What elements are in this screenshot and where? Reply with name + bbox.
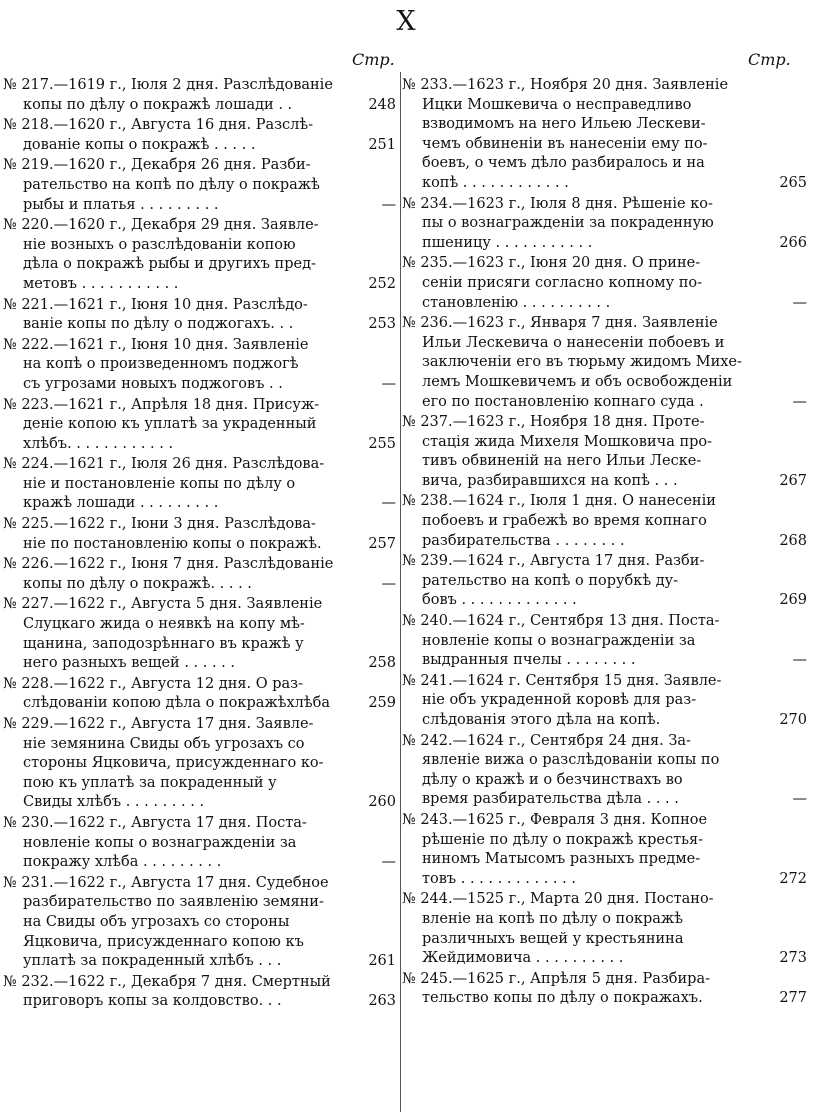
toc-entry-line: Свиды хлѣбъ . . . . . . . . . bbox=[23, 794, 205, 811]
toc-entry-line: № 231.—1622 г., Августа 17 дня. Судебное bbox=[3, 874, 329, 891]
toc-entry-page: — bbox=[378, 196, 397, 216]
left-column bbox=[3, 76, 396, 1013]
toc-entry-page: 272 bbox=[775, 870, 807, 890]
toc-entry-line: ниномъ Матысомъ разныхъ предме- bbox=[422, 851, 701, 868]
toc-entry-line: копы по дѣлу о покражѣ лошади . . bbox=[23, 96, 293, 113]
toc-entry bbox=[402, 195, 807, 254]
toc-entry-page: — bbox=[378, 853, 397, 873]
column-header-right: Стр. bbox=[748, 50, 791, 69]
toc-entry bbox=[402, 672, 807, 731]
toc-entry-line: взводимомъ на него Ильею Лескеви- bbox=[422, 116, 706, 133]
toc-entry-page: 273 bbox=[775, 949, 807, 969]
toc-entry-line: № 233.—1623 г., Ноября 20 дня. Заявленіе bbox=[402, 77, 729, 93]
toc-entry-line: № 220.—1620 г., Декабря 29 дня. Заявле- bbox=[3, 217, 319, 234]
toc-entry-line: вленіе на копѣ по дѣлу о покражѣ bbox=[422, 910, 684, 927]
toc-entry bbox=[3, 595, 396, 673]
toc-entry-line: № 224.—1621 г., Іюля 26 дня. Разслѣдова- bbox=[3, 456, 325, 473]
toc-entry-line: № 239.—1624 г., Августа 17 дня. Разби- bbox=[402, 553, 705, 570]
toc-entry bbox=[3, 296, 396, 335]
toc-entry-page: 248 bbox=[364, 96, 396, 116]
toc-entry-line: ніе земянина Свиды объ угрозахъ со bbox=[23, 735, 305, 752]
toc-entry bbox=[3, 116, 396, 155]
toc-entry-line: рательство на копѣ по дѣлу о покражѣ bbox=[23, 176, 320, 193]
toc-entry-line: № 232.—1622 г., Декабря 7 дня. Смертный bbox=[3, 973, 331, 990]
toc-entry-line: № 244.—1525 г., Марта 20 дня. Постано- bbox=[402, 891, 714, 908]
toc-entry-line: № 235.—1623 г., Іюня 20 дня. О прине- bbox=[402, 255, 701, 272]
toc-entry-line: № 225.—1622 г., Іюни 3 дня. Разслѣдова- bbox=[3, 516, 316, 533]
toc-entry-line: ваніе копы по дѣлу о поджогахъ. . . bbox=[23, 316, 294, 333]
toc-entry bbox=[3, 874, 396, 972]
column-header-left: Стр. bbox=[352, 50, 395, 69]
toc-entry-line: рательство на копѣ о порубкѣ ду- bbox=[422, 572, 679, 589]
right-column bbox=[402, 76, 807, 1010]
toc-entry-page: 266 bbox=[775, 234, 807, 254]
toc-entry-page: — bbox=[789, 294, 808, 314]
toc-entry bbox=[3, 216, 396, 294]
toc-entry-line: Ильи Лескевича о нанесеніи побоевъ и bbox=[422, 334, 725, 351]
toc-entry-line: № 245.—1625 г., Апрѣля 5 дня. Разбира- bbox=[402, 970, 711, 987]
toc-entry-line: ніе и постановленіе копы по дѣлу о bbox=[23, 475, 296, 492]
toc-entry-page: — bbox=[789, 393, 808, 413]
toc-entry-page: 258 bbox=[364, 654, 396, 674]
toc-entry-line: № 217.—1619 г., Іюля 2 дня. Разслѣдованіе bbox=[3, 77, 333, 93]
toc-entry-line: копѣ . . . . . . . . . . . . bbox=[422, 174, 569, 191]
toc-entry-line: метовъ . . . . . . . . . . . bbox=[23, 275, 179, 292]
toc-entry-line: № 227.—1622 г., Августа 5 дня. Заявленіе bbox=[3, 596, 323, 613]
toc-entry-line: № 222.—1621 г., Іюня 10 дня. Заявленіе bbox=[3, 336, 309, 353]
toc-entry-line: № 242.—1624 г., Сентября 24 дня. За- bbox=[402, 732, 691, 749]
toc-entry bbox=[402, 811, 807, 889]
page-number: X bbox=[396, 6, 417, 37]
toc-entry-line: № 241.—1624 г. Сентября 15 дня. Заявле- bbox=[402, 672, 722, 689]
toc-entry-line: выдранныя пчелы . . . . . . . . bbox=[422, 652, 636, 669]
toc-entry-line: № 243.—1625 г., Февраля 3 дня. Копное bbox=[402, 811, 708, 828]
toc-entry-page: — bbox=[789, 651, 808, 671]
toc-entry-page: 268 bbox=[775, 532, 807, 552]
toc-entry bbox=[3, 814, 396, 873]
toc-entry-line: бовъ . . . . . . . . . . . . . bbox=[422, 592, 577, 609]
toc-entry-line: дѣла о покражѣ рыбы и другихъ пред- bbox=[23, 256, 316, 273]
toc-entry-page: 252 bbox=[364, 275, 396, 295]
toc-entry-page: 251 bbox=[364, 136, 396, 156]
toc-entry bbox=[402, 413, 807, 491]
toc-entry-line: Жейдимовича . . . . . . . . . . bbox=[422, 950, 624, 967]
toc-entry bbox=[402, 492, 807, 551]
toc-entry bbox=[402, 314, 807, 412]
toc-entry-page: — bbox=[378, 375, 397, 395]
toc-entry-line: № 234.—1623 г., Іюля 8 дня. Рѣшеніе ко- bbox=[402, 195, 713, 212]
toc-entry-line: № 229.—1622 г., Августа 17 дня. Заявле- bbox=[3, 716, 314, 732]
toc-entry bbox=[3, 675, 396, 714]
toc-entry-line: чемъ обвиненіи въ нанесеніи ему по- bbox=[422, 135, 708, 152]
toc-entry-line: рѣшеніе по дѣлу о покражѣ крестья- bbox=[422, 831, 704, 848]
toc-entry bbox=[3, 555, 396, 594]
toc-entry-line: приговоръ копы за колдовство. . . bbox=[23, 993, 282, 1010]
toc-entry-line: Яцковича, присужденнаго копою къ bbox=[23, 933, 304, 950]
toc-entry-line: № 237.—1623 г., Ноября 18 дня. Проте- bbox=[402, 414, 705, 431]
toc-entry-page: 263 bbox=[364, 992, 396, 1012]
toc-entry-line: № 218.—1620 г., Августа 16 дня. Разслѣ- bbox=[3, 117, 314, 134]
toc-entry bbox=[3, 455, 396, 514]
toc-entry-line: вича, разбиравшихся на копѣ . . . bbox=[422, 472, 678, 489]
toc-entry-line: № 240.—1624 г., Сентября 13 дня. Поста- bbox=[402, 613, 720, 630]
toc-entry-line: рыбы и платья . . . . . . . . . bbox=[23, 196, 219, 213]
toc-entry-line: деніе копою къ уплатѣ за украденный bbox=[23, 416, 317, 433]
toc-entry bbox=[402, 890, 807, 968]
toc-entry-page: 270 bbox=[775, 711, 807, 731]
toc-entry-line: слѣдованія этого дѣла на копѣ. bbox=[422, 712, 661, 728]
toc-entry-page: 253 bbox=[364, 315, 396, 335]
toc-entry-line: ніе объ украденной коровѣ для раз- bbox=[422, 692, 697, 709]
toc-entry-page: — bbox=[378, 575, 397, 595]
toc-entry-line: хлѣбъ. . . . . . . . . . . . bbox=[23, 435, 174, 452]
toc-entry-page: 277 bbox=[775, 989, 807, 1009]
toc-entry-line: щанина, заподозрѣннаго въ кражѣ у bbox=[23, 635, 304, 652]
toc-entry-line: ніе по постановленію копы о покражѣ. bbox=[23, 535, 322, 552]
toc-entry-line: его по постановленію копнаго суда . bbox=[422, 393, 704, 410]
toc-entry-line: № 223.—1621 г., Апрѣля 18 дня. Присуж- bbox=[3, 396, 320, 413]
toc-entry-line: товъ . . . . . . . . . . . . . bbox=[422, 870, 576, 887]
toc-entry-page: 260 bbox=[364, 793, 396, 813]
toc-entry bbox=[3, 156, 396, 215]
toc-entry-line: на копѣ о произведенномъ поджогѣ bbox=[23, 356, 299, 373]
toc-entry-line: № 219.—1620 г., Декабря 26 дня. Разби- bbox=[3, 157, 311, 174]
toc-entry-line: № 236.—1623 г., Января 7 дня. Заявленіе bbox=[402, 315, 718, 332]
toc-entry-line: № 228.—1622 г., Августа 12 дня. О раз- bbox=[3, 675, 303, 692]
toc-entry bbox=[402, 76, 807, 194]
toc-entry bbox=[3, 336, 396, 395]
toc-entry-line: пы о вознагражденіи за покраденную bbox=[422, 215, 714, 232]
toc-entry-line: явленіе вижа о разслѣдованіи копы по bbox=[422, 752, 720, 769]
toc-entry-line: стація жида Михеля Мошковича про- bbox=[422, 433, 713, 450]
toc-entry-line: время разбирательства дѣла . . . . bbox=[422, 791, 679, 808]
toc-entry-line: заключеніи его въ тюрьму жидомъ Михе- bbox=[422, 354, 742, 371]
toc-entry-page: — bbox=[378, 494, 397, 514]
toc-entry bbox=[3, 76, 396, 115]
toc-entry-line: различныхъ вещей у крестьянина bbox=[422, 930, 684, 947]
toc-entry-line: № 238.—1624 г., Іюля 1 дня. О нанесеніи bbox=[402, 493, 716, 510]
toc-entry-line: разбирательство по заявленію земяни- bbox=[23, 894, 324, 911]
toc-entry-line: Ицки Мошкевича о несправедливо bbox=[422, 96, 692, 113]
toc-entry-line: № 230.—1622 г., Августа 17 дня. Поста- bbox=[3, 814, 307, 831]
toc-entry-page: 265 bbox=[775, 174, 807, 194]
toc-entry-line: тельство копы по дѣлу о покражахъ. bbox=[422, 990, 703, 1007]
toc-entry-line: дованіе копы о покражѣ . . . . . bbox=[23, 136, 256, 153]
toc-entry bbox=[402, 552, 807, 611]
toc-entry-line: пшеницу . . . . . . . . . . . bbox=[422, 234, 593, 251]
toc-entry-line: съ угрозами новыхъ поджоговъ . . bbox=[23, 375, 283, 392]
toc-entry-page: 261 bbox=[364, 952, 396, 972]
toc-entry-page: 267 bbox=[775, 472, 807, 492]
toc-entry bbox=[3, 396, 396, 455]
toc-entry-line: пою къ уплатѣ за покраденный у bbox=[23, 774, 277, 791]
toc-entry-line: кражѣ лошади . . . . . . . . . bbox=[23, 495, 219, 512]
toc-entry-line: № 221.—1621 г., Іюня 10 дня. Разслѣдо- bbox=[3, 296, 308, 313]
toc-entry-page: 259 bbox=[364, 694, 396, 714]
toc-entry bbox=[402, 612, 807, 671]
column-divider bbox=[400, 72, 401, 1112]
toc-entry-line: Слуцкаго жида о неявкѣ на копу мѣ- bbox=[23, 616, 305, 633]
toc-entry-line: побоевъ и грабежѣ во время копнаго bbox=[422, 513, 707, 530]
toc-entry-line: боевъ, о чемъ дѣло разбиралось и на bbox=[422, 155, 705, 172]
toc-entry-line: ніе возныхъ о разслѣдованіи копою bbox=[23, 236, 296, 253]
toc-entry-line: него разныхъ вещей . . . . . . bbox=[23, 655, 236, 672]
toc-entry-line: новленіе копы о вознагражденіи за bbox=[422, 632, 696, 649]
toc-entry bbox=[3, 973, 396, 1012]
toc-entry bbox=[402, 970, 807, 1009]
toc-entry-line: становленію . . . . . . . . . . bbox=[422, 294, 611, 311]
toc-entry-line: слѣдованіи копою дѣла о покражѣхлѣба bbox=[23, 695, 330, 712]
toc-entry-page: — bbox=[789, 790, 808, 810]
toc-entry-page: 255 bbox=[364, 435, 396, 455]
toc-entry bbox=[3, 715, 396, 813]
toc-entry-page: 257 bbox=[364, 535, 396, 555]
toc-entry-line: № 226.—1622 г., Іюня 7 дня. Разслѣдованіе bbox=[3, 556, 334, 573]
toc-entry-line: сеніи присяги согласно копному по- bbox=[422, 274, 703, 291]
toc-entry-line: разбирательства . . . . . . . . bbox=[422, 532, 625, 549]
toc-entry-line: тивъ обвиненій на него Ильи Леске- bbox=[422, 453, 702, 470]
toc-entry bbox=[402, 254, 807, 313]
toc-entry-line: лемъ Мошкевичемъ и объ освобожденіи bbox=[422, 373, 733, 390]
toc-entry-line: на Свиды объ угрозахъ со стороны bbox=[23, 913, 290, 930]
toc-entry-line: новленіе копы о вознагражденіи за bbox=[23, 834, 297, 851]
toc-entry bbox=[3, 515, 396, 554]
toc-entry-line: копы по дѣлу о покражѣ. . . . . bbox=[23, 575, 252, 592]
toc-entry-line: стороны Яцковича, присужденнаго ко- bbox=[23, 755, 324, 772]
toc-entry-line: дѣлу о кражѣ и о безчинствахъ во bbox=[422, 771, 683, 788]
toc-entry-page: 269 bbox=[775, 591, 807, 611]
toc-entry bbox=[402, 732, 807, 810]
toc-entry-line: покражу хлѣба . . . . . . . . . bbox=[23, 854, 222, 871]
toc-entry-line: уплатѣ за покраденный хлѣбъ . . . bbox=[23, 953, 282, 970]
